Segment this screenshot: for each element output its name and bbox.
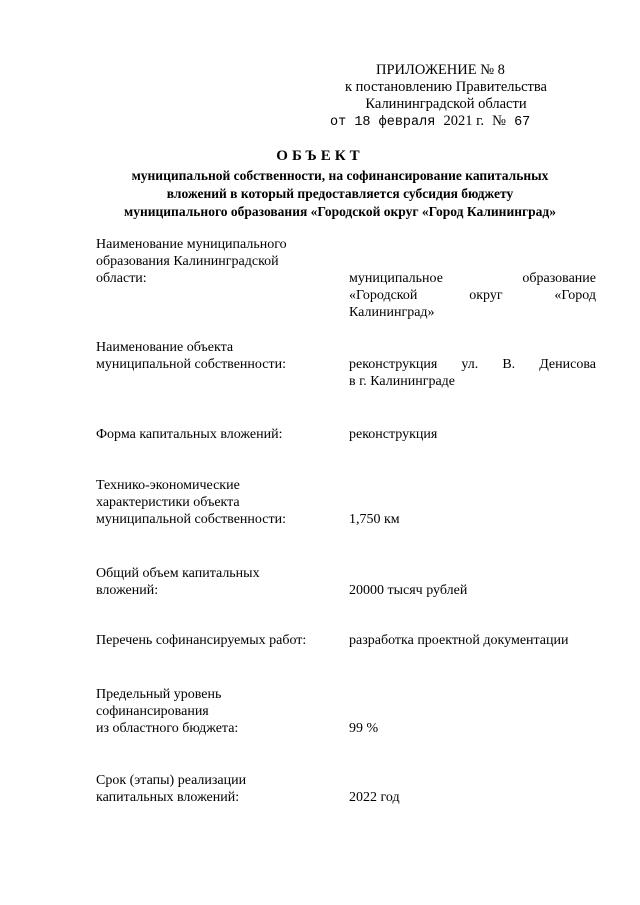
field-value — [349, 270, 596, 321]
field-label — [96, 477, 341, 528]
field-value: 1,750 км — [349, 512, 400, 527]
label-line: из областного бюджета: — [96, 721, 239, 736]
label-line: капитальных вложений: — [96, 790, 240, 805]
field-value: 99 % — [349, 721, 379, 736]
value-word: ул. — [461, 357, 479, 372]
label-line: образования Калининградской — [96, 254, 279, 269]
label-line: Предельный уровень — [96, 687, 222, 702]
value-word: Денисова — [539, 357, 596, 372]
value-word: округ — [469, 288, 503, 303]
label-line: Перечень софинансируемых работ: — [96, 633, 307, 648]
field-value: разработка проектной документации — [349, 633, 569, 648]
field-row-total-investment — [96, 565, 596, 605]
value-word: В. — [502, 357, 516, 372]
appendix-header — [330, 62, 556, 131]
date-day-month: 18 февраля — [354, 115, 436, 130]
subtitle-line-3: муниципального образования «Городской округ «Город Калининград» — [124, 204, 556, 219]
field-value: 20000 тысяч рублей — [349, 583, 468, 598]
field-label — [96, 632, 341, 649]
field-row-object-name — [96, 339, 596, 389]
value-word: муниципальное — [349, 271, 443, 286]
subtitle-line-2: вложений в который предоставляется субсидия бюджету — [166, 186, 514, 201]
value-line — [349, 287, 596, 304]
document-subtitle — [80, 167, 600, 221]
label-line: Технико-экономические — [96, 478, 240, 493]
label-line: вложений: — [96, 583, 159, 598]
field-value — [349, 356, 596, 390]
subtitle-line-1: муниципальной собственности, на софинансирование капитальных — [131, 168, 549, 183]
value-word: «Городской — [349, 288, 418, 303]
appendix-title: ПРИЛОЖЕНИЕ № 8 — [376, 62, 505, 78]
appendix-line-1: к постановлению Правительства — [345, 79, 547, 95]
label-line: Общий объем капитальных — [96, 566, 260, 581]
field-label — [96, 426, 341, 443]
field-row-implementation-period — [96, 772, 596, 812]
field-value: реконструкция — [349, 427, 438, 442]
document-title: ОБЪЕКТ — [276, 148, 364, 164]
appendix-line-2: Калининградской области — [365, 96, 527, 112]
label-line: муниципальной собственности: — [96, 512, 286, 527]
field-row-municipality — [96, 236, 596, 321]
value-line: Калининград» — [349, 305, 435, 320]
field-row-investment-form — [96, 426, 596, 446]
field-label — [96, 772, 341, 806]
value-line — [349, 270, 596, 287]
appendix-date-line — [330, 113, 556, 131]
field-label — [96, 686, 341, 737]
label-line: характеристики объекта — [96, 495, 240, 510]
label-line: Наименование муниципального — [96, 237, 287, 252]
value-line — [349, 356, 596, 373]
field-label — [96, 339, 341, 373]
label-line: Форма капитальных вложений: — [96, 427, 283, 442]
date-prefix: от — [330, 115, 347, 130]
number-value: 67 — [514, 115, 531, 130]
label-line: муниципальной собственности: — [96, 357, 286, 372]
label-line: Срок (этапы) реализации — [96, 773, 247, 788]
value-word: реконструкция — [349, 357, 438, 372]
value-word: «Город — [554, 288, 596, 303]
field-label — [96, 236, 341, 287]
field-value: 2022 год — [349, 790, 400, 805]
label-line: софинансирования — [96, 704, 209, 719]
label-line: области: — [96, 271, 147, 286]
field-row-works-list — [96, 632, 596, 652]
field-row-characteristics — [96, 477, 596, 532]
value-word: образование — [522, 271, 596, 286]
value-line: в г. Калининграде — [349, 374, 456, 389]
number-label: № — [492, 113, 506, 129]
date-year: 2021 г. — [443, 113, 484, 129]
label-line: Наименование объекта — [96, 340, 234, 355]
field-row-cofinancing-level — [96, 686, 596, 741]
field-label — [96, 565, 341, 599]
